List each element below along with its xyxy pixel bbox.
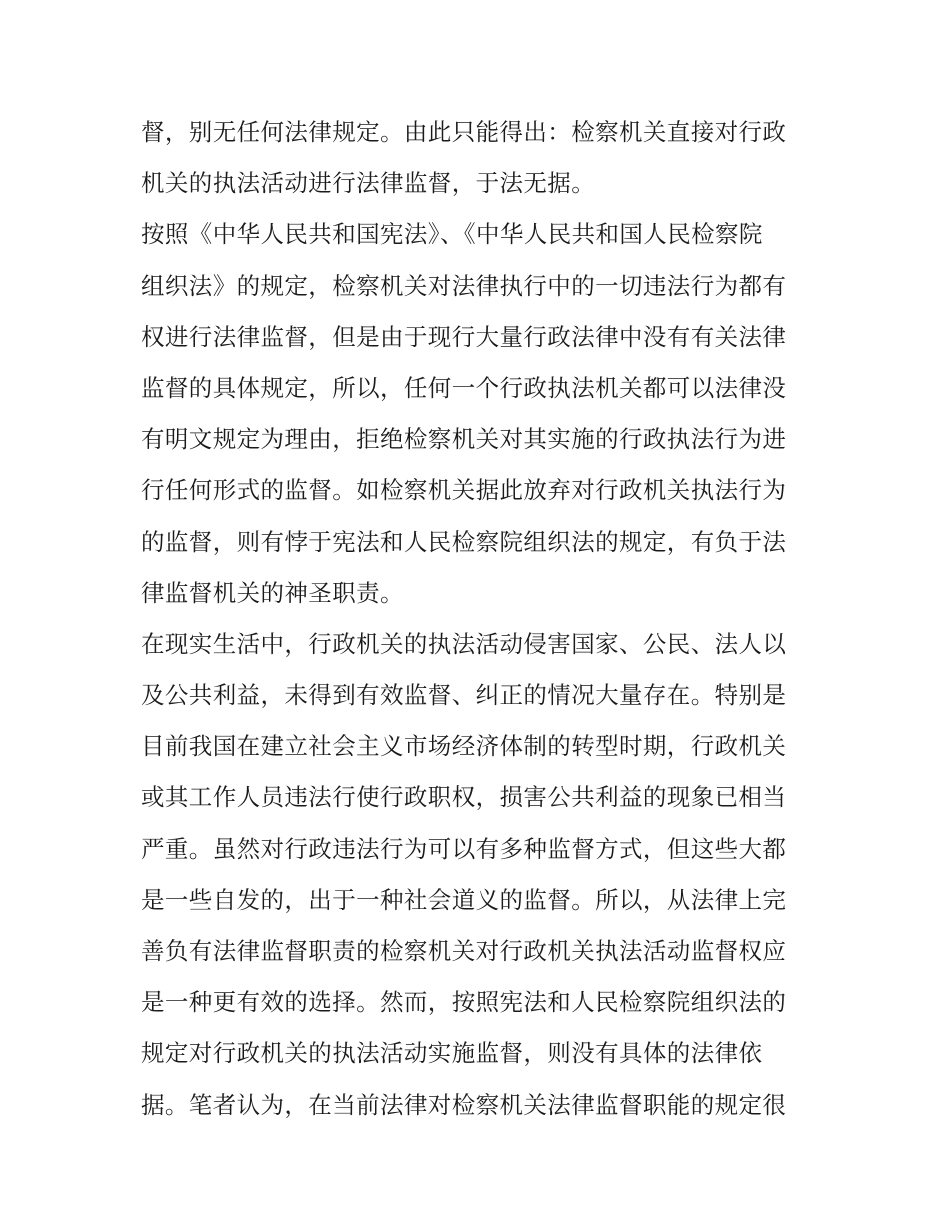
text-line: 或其工作人员违法行使行政职权，损害公共利益的现象已相当: [141, 783, 787, 812]
text-line: 机关的执法活动进行法律监督，于法无据。: [141, 169, 596, 198]
text-line: 目前我国在建立社会主义市场经济体制的转型时期，行政机关: [141, 732, 787, 761]
text-line: 在现实生活中，行政机关的执法活动侵害国家、公民、法人以: [141, 629, 787, 658]
text-line: 及公共利益，未得到有效监督、纠正的情况大量存在。特别是: [141, 681, 787, 710]
text-line: 是一种更有效的选择。然而，按照宪法和人民检察院组织法的: [141, 988, 787, 1017]
text-line: 权进行法律监督，但是由于现行大量行政法律中没有有关法律: [141, 322, 787, 351]
text-line: 是一些自发的，出于一种社会道义的监督。所以，从法律上完: [141, 885, 787, 914]
text-line: 监督的具体规定，所以，任何一个行政执法机关都可以法律没: [141, 373, 787, 402]
text-line: 行任何形式的监督。如检察机关据此放弃对行政机关执法行为: [141, 476, 787, 505]
text-line: 善负有法律监督职责的检察机关对行政机关执法活动监督权应: [141, 937, 787, 965]
text-line: 的监督，则有悖于宪法和人民检察院组织法的规定，有负于法: [141, 527, 787, 556]
text-line: 据。笔者认为，在当前法律对检察机关法律监督职能的规定很: [141, 1090, 787, 1119]
body-text: [141, 107, 821, 1131]
text-line: 组织法》的规定，检察机关对法律执行中的一切违法行为都有: [141, 271, 787, 300]
text-line: 有明文规定为理由，拒绝检察机关对其实施的行政执法行为进: [141, 425, 787, 454]
text-line: 律监督机关的神圣职责。: [141, 578, 404, 607]
text-line: 规定对行政机关的执法活动实施监督，则没有具体的法律依: [141, 1039, 763, 1068]
text-line: 督，别无任何法律规定。由此只能得出：检察机关直接对行政: [141, 118, 787, 146]
text-line: 按照《中华人民共和国宪法》、《中华人民共和国人民检察院: [141, 220, 763, 249]
text-line: 严重。虽然对行政违法行为可以有多种监督方式，但这些大都: [141, 834, 787, 863]
